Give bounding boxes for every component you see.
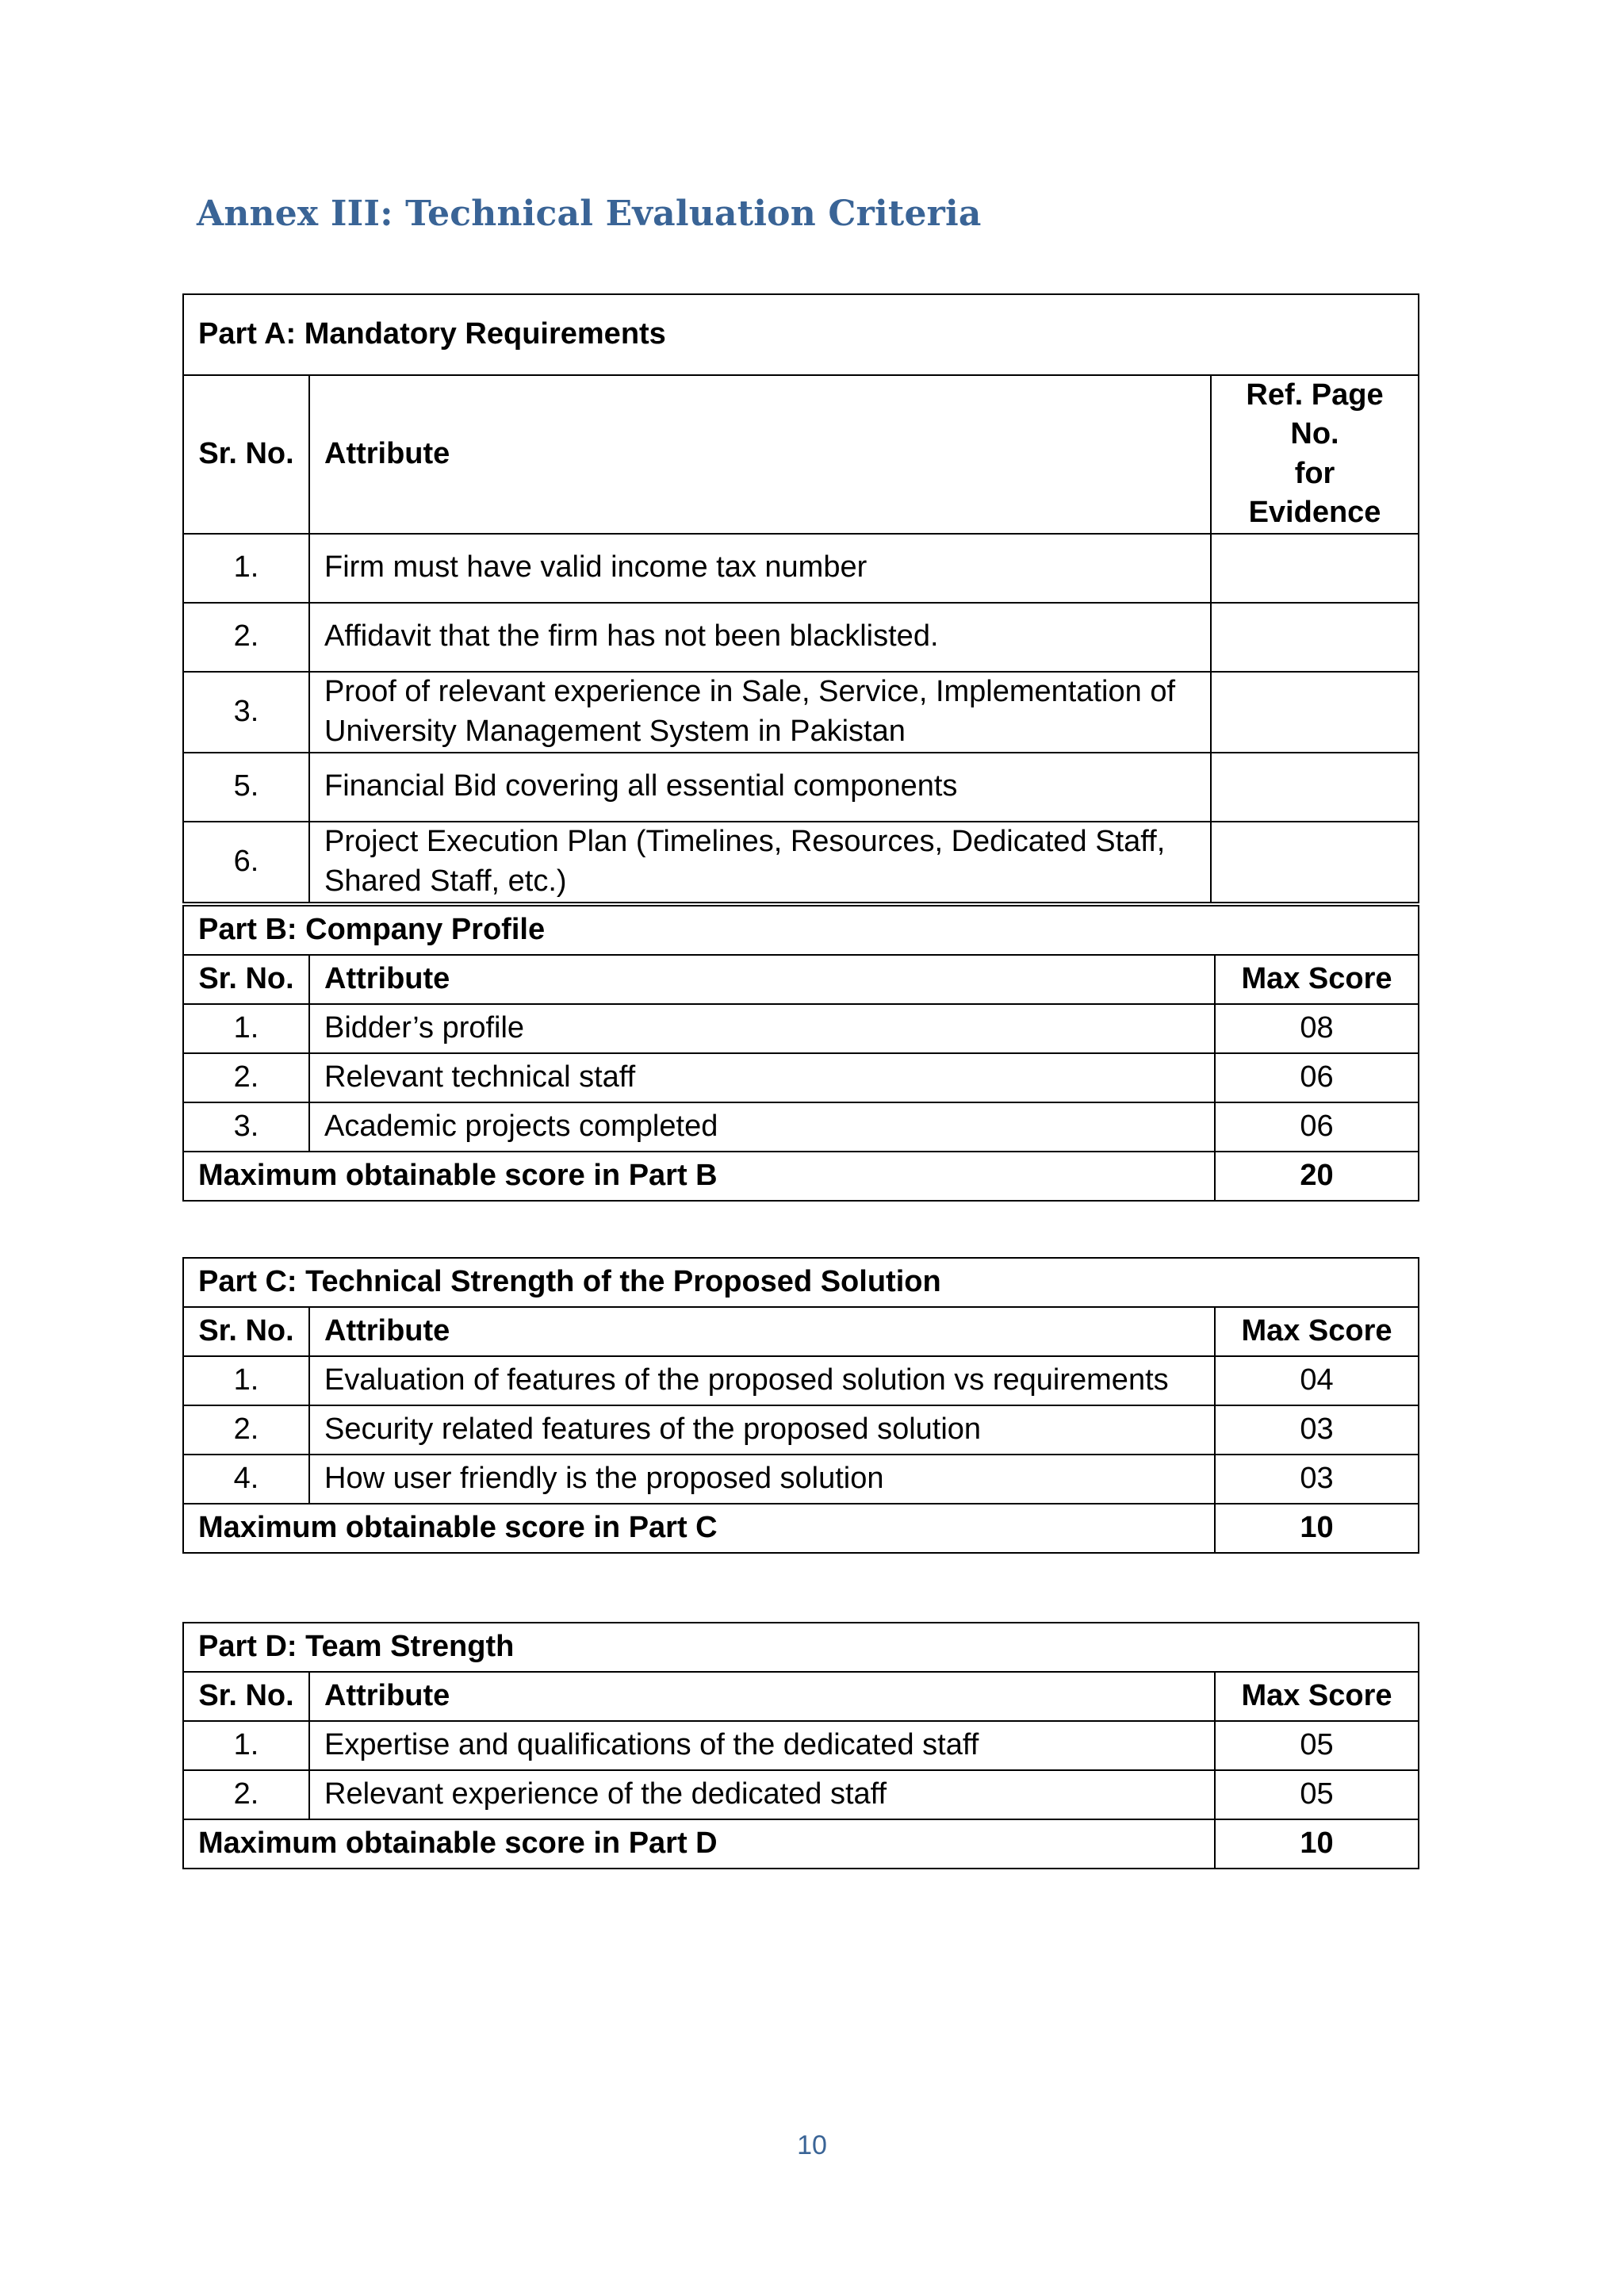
table-row	[183, 603, 1419, 672]
part-c-title: Part C: Technical Strength of the Proposed Solution	[183, 1258, 1419, 1307]
row-max-score: 06	[1215, 1102, 1419, 1152]
table-title-row	[183, 294, 1419, 375]
total-label: Maximum obtainable score in Part D	[183, 1819, 1215, 1869]
mandatory-requirements-table	[182, 293, 1419, 903]
header-max-score: Max Score	[1215, 1307, 1419, 1356]
table-title-row	[183, 1258, 1419, 1307]
table-row	[183, 753, 1419, 822]
row-sr-no: 3.	[183, 1102, 309, 1152]
row-sr-no: 6.	[183, 822, 309, 903]
row-attribute: Evaluation of features of the proposed solution vs requirements	[309, 1356, 1215, 1405]
row-sr-no: 2.	[183, 1405, 309, 1455]
page-title: Annex III: Technical Evaluation Criteria	[197, 194, 982, 234]
row-sr-no: 1.	[183, 1721, 309, 1770]
part-b-title: Part B: Company Profile	[183, 906, 1419, 955]
row-max-score: 03	[1215, 1405, 1419, 1455]
table-row	[183, 1405, 1419, 1455]
row-sr-no: 1.	[183, 1356, 309, 1405]
table-row	[183, 1721, 1419, 1770]
table-title-row	[183, 1623, 1419, 1672]
row-max-score: 04	[1215, 1356, 1419, 1405]
header-max-score: Max Score	[1215, 1672, 1419, 1721]
part-d-title: Part D: Team Strength	[183, 1623, 1419, 1672]
row-ref-page	[1211, 603, 1419, 672]
table-row	[183, 1004, 1419, 1053]
table-row	[183, 1102, 1419, 1152]
total-label: Maximum obtainable score in Part C	[183, 1504, 1215, 1553]
table-header-row	[183, 955, 1419, 1004]
header-ref-line2: for Evidence	[1248, 456, 1381, 530]
company-profile-table	[182, 905, 1419, 1202]
row-attribute: Academic projects completed	[309, 1102, 1215, 1152]
row-attribute: Relevant experience of the dedicated staff	[309, 1770, 1215, 1819]
table-header-row	[183, 375, 1419, 534]
row-sr-no: 5.	[183, 753, 309, 822]
header-attribute: Attribute	[309, 375, 1211, 534]
part-a-title: Part A: Mandatory Requirements	[183, 294, 1419, 375]
header-attribute: Attribute	[309, 955, 1215, 1004]
row-ref-page	[1211, 822, 1419, 903]
row-sr-no: 4.	[183, 1455, 309, 1504]
row-attribute: Firm must have valid income tax number	[309, 534, 1211, 603]
row-sr-no: 2.	[183, 1770, 309, 1819]
table-row	[183, 534, 1419, 603]
total-label: Maximum obtainable score in Part B	[183, 1152, 1215, 1201]
page-number: 10	[797, 2130, 827, 2160]
row-attribute: Relevant technical staff	[309, 1053, 1215, 1102]
total-value: 10	[1215, 1819, 1419, 1869]
row-ref-page	[1211, 753, 1419, 822]
row-max-score: 03	[1215, 1455, 1419, 1504]
table-row	[183, 672, 1419, 753]
total-value: 20	[1215, 1152, 1419, 1201]
row-attribute: Project Execution Plan (Timelines, Resources, Dedicated Staff, Shared Staff, etc.)	[309, 822, 1211, 903]
table-row	[183, 822, 1419, 903]
table-header-row	[183, 1307, 1419, 1356]
table-row	[183, 1455, 1419, 1504]
row-attribute: Affidavit that the firm has not been blacklisted.	[309, 603, 1211, 672]
header-attribute: Attribute	[309, 1307, 1215, 1356]
row-attribute: Bidder’s profile	[309, 1004, 1215, 1053]
table-row	[183, 1770, 1419, 1819]
row-sr-no: 1.	[183, 1004, 309, 1053]
header-sr-no: Sr. No.	[183, 1672, 309, 1721]
row-max-score: 08	[1215, 1004, 1419, 1053]
row-attribute: Security related features of the proposed solution	[309, 1405, 1215, 1455]
table-total-row	[183, 1819, 1419, 1869]
row-attribute: Financial Bid covering all essential components	[309, 753, 1211, 822]
row-attribute: Proof of relevant experience in Sale, Service, Implementation of University Management System in Pakistan	[309, 672, 1211, 753]
row-max-score: 05	[1215, 1770, 1419, 1819]
row-attribute: Expertise and qualifications of the dedicated staff	[309, 1721, 1215, 1770]
table-row	[183, 1053, 1419, 1102]
row-sr-no: 1.	[183, 534, 309, 603]
header-sr-no: Sr. No.	[183, 1307, 309, 1356]
table-header-row	[183, 1672, 1419, 1721]
header-sr-no: Sr. No.	[183, 955, 309, 1004]
table-row	[183, 1356, 1419, 1405]
header-max-score: Max Score	[1215, 955, 1419, 1004]
table-title-row	[183, 906, 1419, 955]
row-sr-no: 3.	[183, 672, 309, 753]
row-max-score: 06	[1215, 1053, 1419, 1102]
row-ref-page	[1211, 534, 1419, 603]
row-attribute: How user friendly is the proposed solution	[309, 1455, 1215, 1504]
header-sr-no: Sr. No.	[183, 375, 309, 534]
technical-strength-table	[182, 1257, 1419, 1554]
total-value: 10	[1215, 1504, 1419, 1553]
row-ref-page	[1211, 672, 1419, 753]
header-ref-page	[1211, 375, 1419, 534]
team-strength-table	[182, 1622, 1419, 1869]
header-ref-line1: Ref. Page No.	[1246, 378, 1384, 451]
row-sr-no: 2.	[183, 603, 309, 672]
header-attribute: Attribute	[309, 1672, 1215, 1721]
table-total-row	[183, 1504, 1419, 1553]
row-max-score: 05	[1215, 1721, 1419, 1770]
row-sr-no: 2.	[183, 1053, 309, 1102]
table-total-row	[183, 1152, 1419, 1201]
